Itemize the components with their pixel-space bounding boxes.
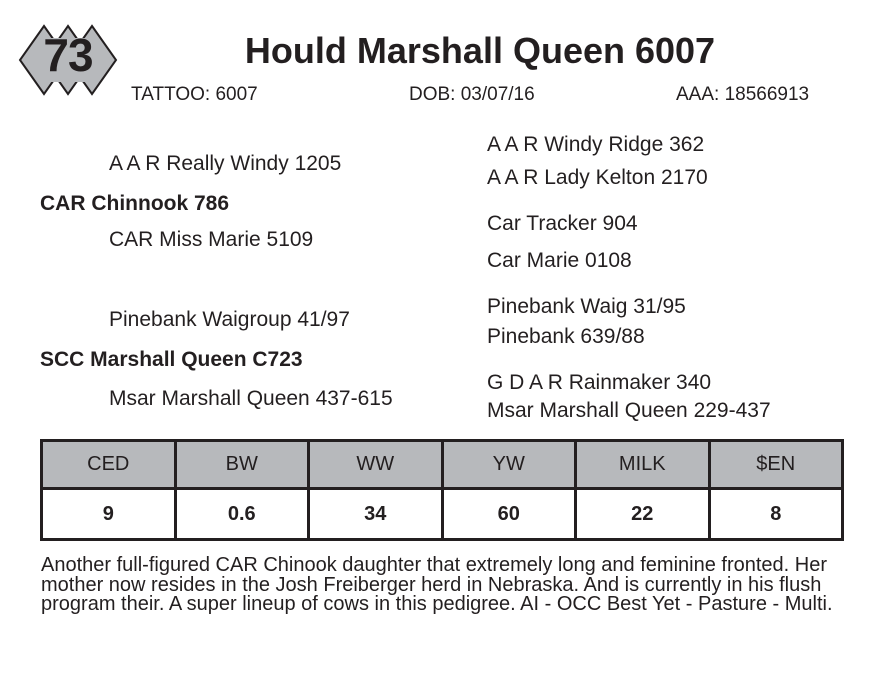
epd-header-ww: WW <box>309 441 443 489</box>
epd-header-yw: YW <box>442 441 576 489</box>
epd-value-milk: 22 <box>576 489 710 540</box>
epd-value-row <box>42 489 843 540</box>
epd-value-yw: 60 <box>442 489 576 540</box>
epd-value-ced: 9 <box>42 489 176 540</box>
epd-value-ww: 34 <box>309 489 443 540</box>
sire-sire-sire: A A R Windy Ridge 362 <box>487 133 705 156</box>
aaa-registration: AAA: 18566913 <box>676 84 810 105</box>
animal-name: Hould Marshall Queen 6007 <box>244 30 716 71</box>
sire-sire: A A R Really Windy 1205 <box>109 152 342 175</box>
epd-value-bw: 0.6 <box>175 489 309 540</box>
dam-sire-sire: Pinebank Waig 31/95 <box>487 295 686 318</box>
dam: SCC Marshall Queen C723 <box>40 348 303 371</box>
epd-header-en: $EN <box>709 441 843 489</box>
dam-sire-dam: Pinebank 639/88 <box>487 325 645 348</box>
epd-header-milk: MILK <box>576 441 710 489</box>
epd-table <box>40 439 844 541</box>
lot-badge <box>18 22 118 98</box>
lot-number: 73 <box>43 29 93 81</box>
dam-dam-dam: Msar Marshall Queen 229-437 <box>487 399 771 422</box>
dam-dam: Msar Marshall Queen 437-615 <box>109 387 393 410</box>
dam-sire: Pinebank Waigroup 41/97 <box>109 308 350 331</box>
sire-dam-sire: Car Tracker 904 <box>487 212 638 235</box>
epd-header-ced: CED <box>42 441 176 489</box>
sire: CAR Chinnook 786 <box>40 192 230 215</box>
epd-value-en: 8 <box>709 489 843 540</box>
epd-header-bw: BW <box>175 441 309 489</box>
description: Another full-figured CAR Chinook daughter that extremely long and feminine fronted. Her mother now resides in the Josh Freiberger herd in Nebraska. And is currently in his flush program their. A super lineup of cows in this pedigree. AI - OCC Best Yet - Pasture - Multi. <box>41 554 833 615</box>
tattoo: TATTOO: 6007 <box>131 84 258 105</box>
sire-dam: CAR Miss Marie 5109 <box>109 228 314 251</box>
epd-header-row <box>42 441 843 489</box>
date-of-birth: DOB: 03/07/16 <box>409 84 535 105</box>
sire-dam-dam: Car Marie 0108 <box>487 249 632 272</box>
sire-sire-dam: A A R Lady Kelton 2170 <box>487 166 708 189</box>
dam-dam-sire: G D A R Rainmaker 340 <box>487 371 712 394</box>
